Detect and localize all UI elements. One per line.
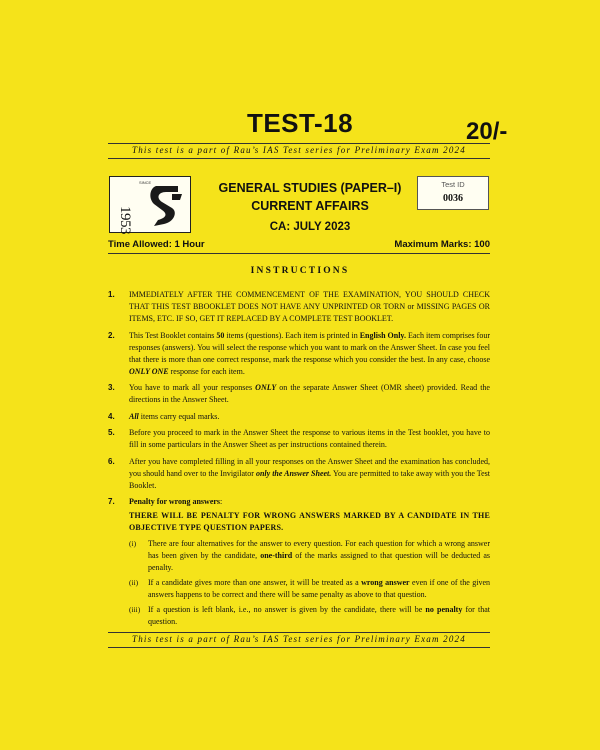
logo-year-text [117,184,135,234]
sub-item [129,538,490,574]
price-label: 20/- [466,118,508,145]
paper-month: CA: JULY 2023 [269,221,351,233]
language-note: English Only. [359,330,406,340]
item-number: 1. [108,290,115,299]
item-text [129,382,490,406]
instructions-title: INSTRUCTIONS [250,266,350,276]
paper-name: GENERAL STUDIES (PAPER–I) [218,181,402,195]
institute-logo [109,176,191,233]
test-title: TEST-18 [246,108,354,138]
instruction-item [108,427,490,451]
item-number: 3. [108,383,115,392]
instruction-item [108,382,490,406]
item-number: 2. [108,330,115,340]
emphasis-text: ONLY [255,383,277,392]
emphasis-text: ONLY ONE [129,366,169,376]
text-part: You have to mark all your responses [129,383,256,392]
series-band-bottom [108,632,490,648]
test-id-label: Test ID [441,180,465,189]
sub-item [129,577,490,601]
instruction-item [108,411,490,423]
item-text [129,411,490,423]
sub-item-number: (i) [129,539,137,548]
emphasis-text: no penalty [425,605,463,614]
series-note: This test is a part of Rau’s IAS Test series for Preliminary Exam 2024 [132,145,466,155]
instructions-list [108,289,490,633]
test-id-box [417,176,489,210]
penalty-statement: THERE WILL BE PENALTY FOR WRONG ANSWERS MARKED BY A CANDIDATE IN THE OBJECTIVE TYPE QUESTION PAPERS. [129,511,490,532]
item-text [129,456,490,492]
series-band-top [108,143,490,159]
item-number: 4. [108,411,115,421]
text-part: : [220,497,223,506]
divider [108,647,490,648]
item-text: Before you proceed to mark in the Answer Sheet the response to various items in the Test booklet, you have to fill in some particulars in the Answer Sheet as per instructions contained therein. [129,428,490,449]
item-text: IMMEDIATELY AFTER THE COMMENCEMENT OF THE EXAMINATION, YOU SHOULD CHECK THAT THIS TEST BBOOKLET DOES NOT HAVE ANY UNPRINTED OR TORN or MISSING PAGES OR ITEMS, ETC. IF SO, GET IT REPLACED BY A COMPLETE TEST BOOKLET. [129,290,490,323]
sub-item [129,604,490,628]
instruction-item [108,456,490,492]
text-part: After you have completed filling in all your responses on the Answer Sheet and the examination has concluded, you should hand over to the Invigilator [129,456,490,478]
instruction-item [108,289,490,325]
item-number: 6. [108,456,115,466]
text-part: items (questions). Each item is printed in [224,330,360,340]
item-number: 5. [108,428,115,437]
instruction-item [108,330,490,378]
logo-year: 1953 [117,206,133,234]
text-part: If a question is left blank, i.e., no answer is given by the candidate, there will be [148,605,426,614]
text-part: items carry equal marks. [138,411,220,421]
sub-item-number: (iii) [129,605,141,614]
text-part: response for each item. [168,366,245,376]
text-part: of the marks assigned to that question will be deducted as penalty. [148,551,490,572]
penalty-heading: Penalty for wrong answers [129,497,221,506]
emphasis-text: one-third [260,551,293,560]
emphasis-text: All [129,411,139,421]
text-part: even if one of the given answers happens to be correct and there will be same penalty as above to that question. [148,578,490,599]
divider [108,158,490,159]
item-count: 50 [216,330,225,340]
emphasis-text: only the Answer Sheet. [255,468,332,478]
text-part: for that question. [148,605,491,626]
test-id-value: 0036 [443,193,463,204]
divider [108,632,490,633]
item-text [129,496,490,628]
divider [108,143,490,144]
text-part: This Test Booklet contains [129,330,217,340]
sub-item-number: (ii) [129,578,139,587]
paper-heading [200,180,420,235]
logo-since: SINCE [139,180,152,185]
logo-emblem-icon [148,182,188,230]
exam-meta [108,238,490,252]
emphasis-text: wrong answer [361,578,410,587]
maximum-marks: Maximum Marks: 100 [394,239,490,250]
paper-subject: CURRENT AFFAIRS [251,199,369,213]
item-number: 7. [108,497,115,506]
item-text [129,330,490,378]
text-part: You are permitted to take away with you the Test Booklet. [129,468,491,490]
divider [108,253,490,254]
text-part: If a candidate gives more than one answer, it will be treated as a [148,578,362,587]
series-note: This test is a part of Rau’s IAS Test series for Preliminary Exam 2024 [132,634,466,644]
text-part: There are four alternatives for the answer to every question. For each question for which a wrong answer has been given by the candidate, [148,539,490,560]
instruction-item [108,496,490,628]
text-part: Each item comprises four responses (answers). You will select the response which you want to mark on the Answer Sheet. In case you feel that there is more than one correct response, mark the response which you consider the best. In any case, choose [129,330,490,364]
text-part: on the separate Answer Sheet (OMR sheet) provided. Read the directions in the Answer Sheet. [129,383,490,404]
time-allowed: Time Allowed: 1 Hour [108,239,205,250]
